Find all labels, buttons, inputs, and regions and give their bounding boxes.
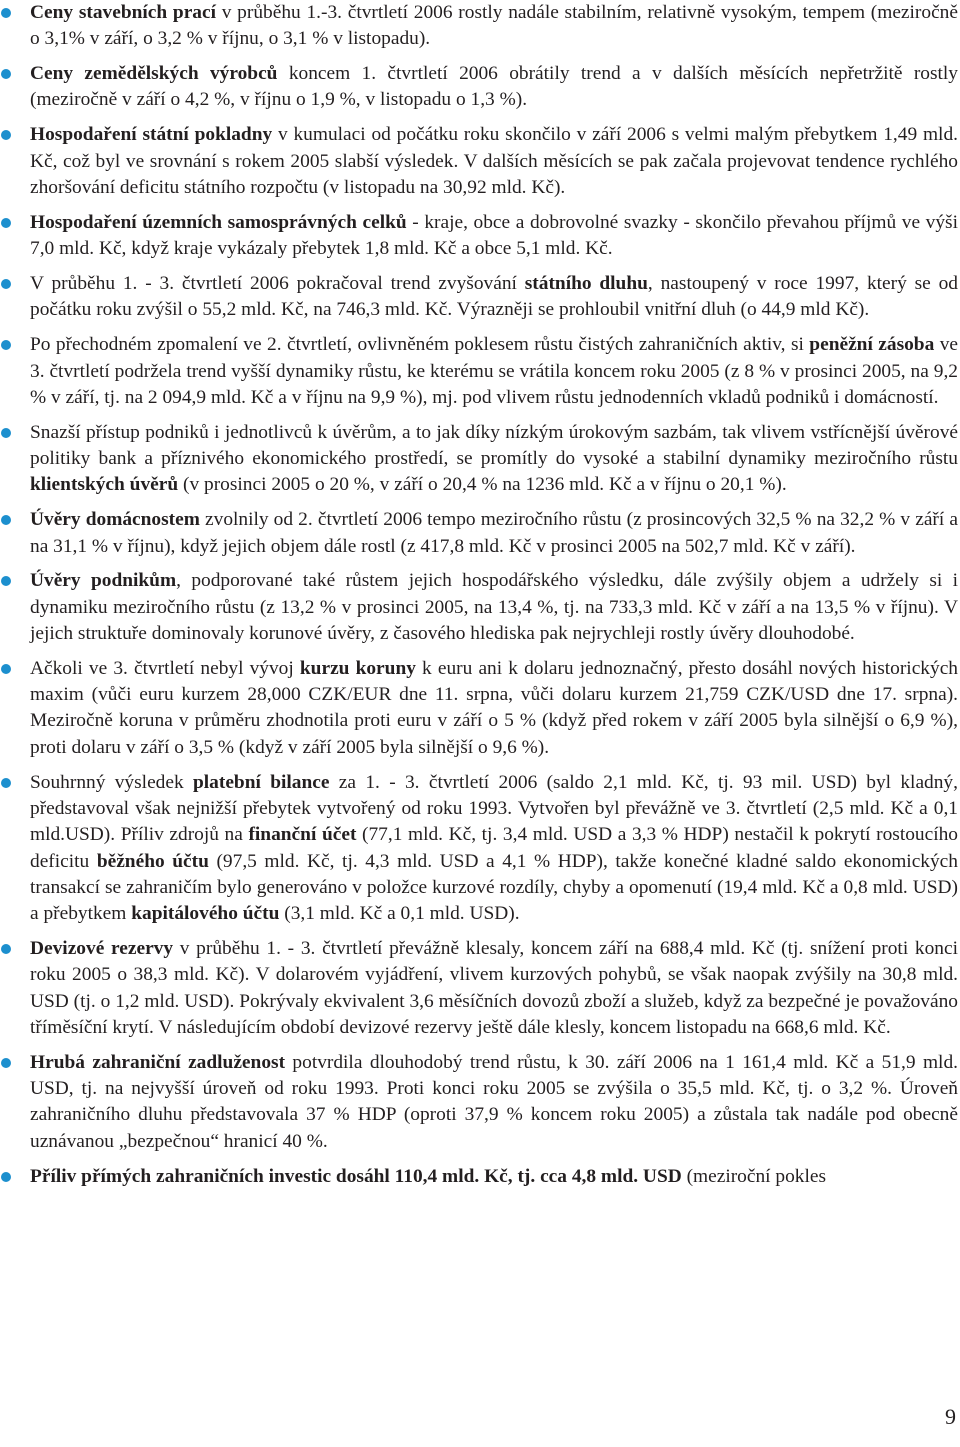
text-span: , nastoupený v roce 1997, který se od počátku roku zvýšil o 55,2 mld. Kč, na 746,3 mld. Kč. Výrazněji se prohloubil vnitřní dluh (o 44,9 mld Kč). [30, 273, 958, 321]
bullet-dot-icon [1, 664, 11, 674]
text-span: V průběhu 1. - 3. čtvrtletí 2006 pokračoval trend zvyšování [30, 273, 525, 295]
text-span: (v prosinci 2005 o 20 %, v září o 20,4 % na 1236 mld. Kč a v říjnu o 20,1 %). [178, 474, 787, 496]
text-span: - kraje, obce a dobrovolné svazky - skončilo převahou příjmů ve výši 7,0 mld. Kč, když kraje vykázaly přebytek 1,8 mld. Kč a obce 5,1 mld. Kč. [30, 211, 958, 260]
page-number: 9 [945, 1404, 956, 1429]
bullet-dot-icon [1, 1058, 11, 1068]
bold-text: Příliv přímých zahraničních investic dosáhl 110,4 mld. Kč, tj. cca 4,8 mld. USD [30, 1165, 682, 1187]
text-span: potvrdila dlouhodobý trend růstu, k 30. září 2006 na 1 161,4 mld. Kč a 51,9 mld. USD, tj. na nejvyšší úroveň od roku 1993. Proti konci roku 2005 se zvýšila o 35,5 mld. Kč, tj. o 3,2 %. Úroveň zahraničního dluhu představovala 37 % HDP (oproti 37,9 % koncem roku 2005) a zůstala tak nadále pod obecně uznávanou „bezpečnou“ hranicí 40 %. [30, 1051, 958, 1152]
bullet-paragraph [0, 1164, 960, 1190]
bullet-paragraph [0, 122, 960, 201]
bullet-dot-icon [1, 778, 11, 788]
bullet-dot-icon [1, 1172, 11, 1182]
bold-text: kurzu koruny [299, 657, 416, 679]
bullet-dot-icon [1, 130, 11, 140]
text-span: za 1. - 3. čtvrtletí 2006 (saldo 2,1 mld. Kč, tj. 93 mil. USD) byl kladný, představoval však nejnižší přebytek vytvořený od roku 1993. Vytvořen byl převážně ve 3. čtvrtletí (2,5 mld. Kč a 0,1 mld.USD). Příliv zdrojů na [30, 771, 958, 846]
bullet-dot-icon [1, 218, 11, 228]
bullet-paragraph [0, 770, 960, 928]
bold-text: Ceny zemědělských výrobců [30, 63, 278, 85]
text-span: zvolnily od 2. čtvrtletí 2006 tempo meziročního růstu (z prosincových 32,5 % na 32,2 % v září a na 31,1 % v říjnu), když jejich objem dále rostl (z 417,8 mld. Kč v prosinci 2005 na 502,7 mld. Kč v září). [30, 509, 958, 557]
bullet-dot-icon [1, 8, 11, 18]
bullet-paragraph [0, 271, 960, 324]
bullet-paragraph [0, 568, 960, 647]
text-span: koncem 1. čtvrtletí 2006 obrátily trend a v dalších měsících nepřetržitě rostly (meziročně v září o 4,2 %, v říjnu o 1,9 %, v listopadu o 1,3 %). [30, 63, 958, 111]
bold-text: Ceny stavebních prací [30, 2, 216, 23]
bullet-dot-icon [1, 576, 11, 586]
bold-text: Devizové rezervy [30, 938, 174, 960]
bullet-dot-icon [1, 944, 11, 954]
bullet-paragraph [0, 656, 960, 761]
text-span: (77,1 mld. Kč, tj. 3,4 mld. USD a 3,3 % HDP) nestačil k pokrytí rostoucího deficitu [30, 824, 958, 872]
bullet-paragraph [0, 210, 960, 263]
bold-text: Hospodaření státní pokladny [30, 124, 273, 146]
text-span: , podporované také růstem jejich hospodářského výsledku, dále zvýšily objem a udržely si i dynamiku meziročního růstu (z 13,2 % v prosinci 2005, na 13,4 %, tj. na 733,3 mld. Kč v září a na 13,5 % v říjnu). V jejich struktuře dominovaly korunové úvěry, z časového hlediska pak nejrychleji rostly úvěry dlouhodobé. [30, 570, 958, 644]
text-span: (3,1 mld. Kč a 0,1 mld. USD). [279, 903, 520, 925]
text-span: ve 3. čtvrtletí podržela trend vyšší dynamiky růstu, ke kterému se vrátila koncem roku 2005 (z 8 % v prosinci 2005, na 9,2 % v září, tj. na 2 094,9 mld. Kč a v říjnu na 9,9 %), mj. pod vlivem růstu jednodenních vkladů podniků i domácností. [30, 334, 959, 408]
bold-text: státního dluhu [524, 273, 648, 295]
text-span: v kumulaci od počátku roku skončilo v září 2006 s velmi malým přebytkem 1,49 mld. Kč, což byl ve srovnání s rokem 2005 slabší výsledek. V dalších měsících se pak začala projevovat tendence rychlého zhoršování deficitu státního rozpočtu (v listopadu na 30,92 mld. Kč). [30, 124, 958, 198]
bold-text: Hospodaření územních samosprávných celků [30, 211, 407, 233]
bullet-dot-icon [1, 69, 11, 79]
bold-text: kapitálového účtu [131, 903, 280, 925]
bold-text: běžného účtu [96, 850, 209, 872]
bullet-paragraph [0, 936, 960, 1041]
text-span: (97,5 mld. Kč, tj. 4,3 mld. USD a 4,1 % HDP), takže konečné kladné saldo ekonomických transakcí se zahraničím bylo generováno v položce kurzové rozdíly, chyby a opomenutí (19,4 mld. Kč a 0,8 mld. USD) a přebytkem [30, 850, 958, 925]
bold-text: finanční účet [248, 824, 357, 846]
bold-text: Úvěry domácnostem [30, 509, 200, 531]
bullet-dot-icon [1, 340, 11, 350]
bullet-paragraph [0, 420, 960, 499]
text-span: v průběhu 1. - 3. čtvrtletí převážně klesaly, koncem září na 688,4 mld. Kč (tj. snížení proti konci roku 2005 o 38,3 mld. Kč). V dolarovém vyjádření, vlivem kurzových pohybů, se však naopak zvýšily na 30,8 mld. USD (tj. o 1,2 mld. USD). Pokrývaly ekvivalent 3,6 měsíčních dovozů zboží a služeb, když za bezpečné je považováno tříměsíční krytí. V následujícím období devizové rezervy ještě dále klesly, koncem listopadu na 668,6 mld. Kč. [30, 938, 958, 1038]
text-span: Po přechodném zpomalení ve 2. čtvrtletí, ovlivněném poklesem růstu čistých zahraničních aktiv, si [30, 334, 810, 356]
text-span: Souhrnný výsledek [30, 771, 193, 793]
text-span: Snazší přístup podniků i jednotlivců k úvěrům, a to jak díky nízkým úrokovým sazbám, tak vlivem vstřícnější úvěrové politiky bank a příznivého ekonomického prostředí, se promítly do vysoké a stabilní dynamiky meziročního růstu [30, 421, 958, 470]
text-span: (meziroční pokles [681, 1165, 827, 1187]
bullet-paragraph [0, 61, 960, 114]
text-span: k euru ani k dolaru jednoznačný, přesto dosáhl nových historických maxim (vůči euru kurzem 28,000 CZK/EUR dne 11. srpna, vůči dolaru kurzem 21,759 CZK/USD dne 17. srpna). Meziročně koruna v průměru zhodnotila proti euru v září o 5 % (když před rokem v září 2005 byla silnější o 6,9 %), proti dolaru v září o 3,5 % (když v září 2005 byla silnější o 9,6 %). [30, 657, 958, 758]
text-span: Ačkoli ve 3. čtvrtletí nebyl vývoj [30, 657, 300, 679]
bold-text: platební bilance [193, 771, 330, 793]
bold-text: Úvěry podnikům [30, 570, 177, 592]
bullet-dot-icon [1, 279, 11, 289]
bold-text: klientských úvěrů [30, 474, 179, 496]
bullet-paragraph [0, 507, 960, 560]
bullet-dot-icon [1, 428, 11, 438]
bullet-paragraph [0, 0, 960, 53]
text-span: v průběhu 1.-3. čtvrtletí 2006 rostly nadále stabilním, relativně vysokým, tempem (meziročně o 3,1% v září, o 3,2 % v říjnu, o 3,1 % v listopadu). [30, 2, 958, 50]
bold-text: Hrubá zahraniční zadluženost [30, 1051, 286, 1073]
bold-text: peněžní zásoba [809, 334, 935, 356]
bullet-paragraph [0, 1050, 960, 1155]
bullet-dot-icon [1, 515, 11, 525]
bullet-paragraph [0, 332, 960, 411]
